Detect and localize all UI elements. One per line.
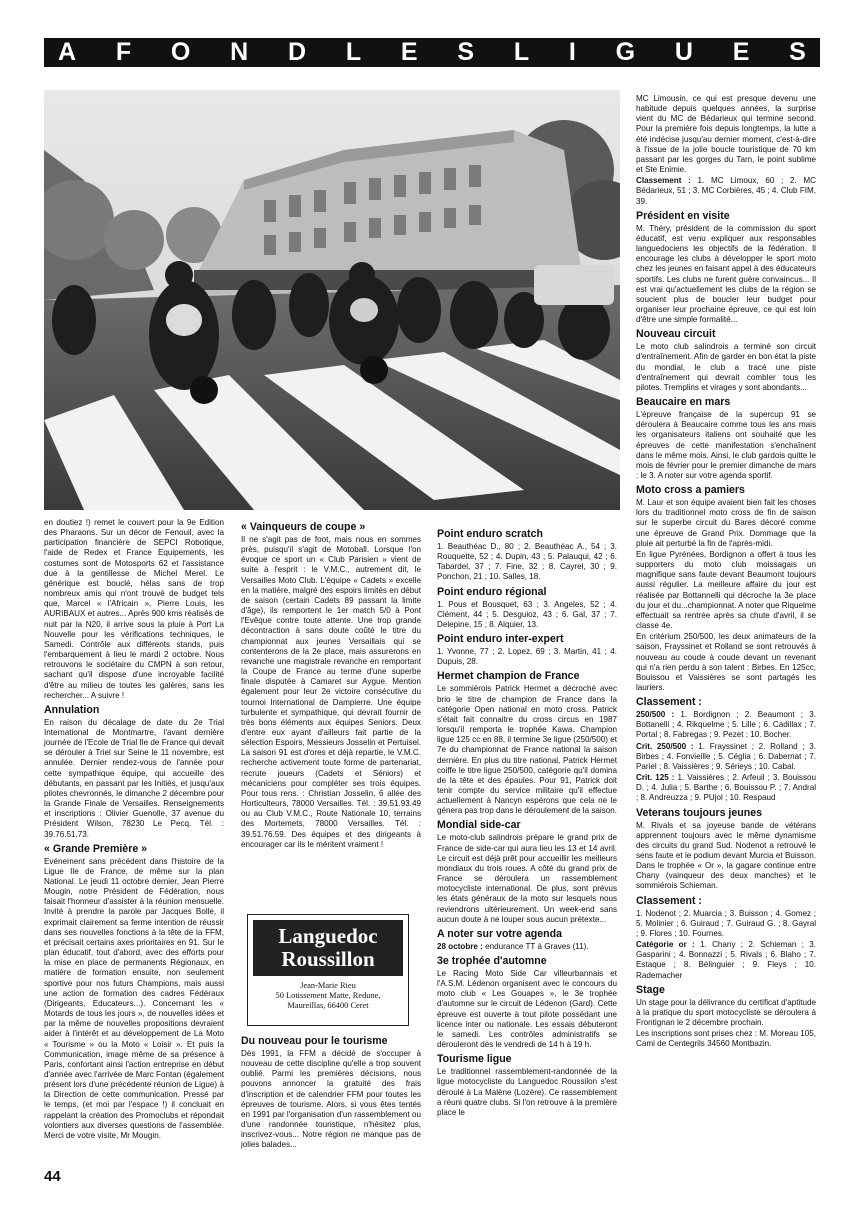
grande-premiere-paragraph: Evénement sans précédent dans l'histoire de la Ligue Ile de France, de même sur la plan National. Le jeudi 11 octobre dernier, Jean Pierre Mougin, notre Président de Fédération, nous faisait l'honneur d'assister à la réunion mensuelle. Invité à prendre la parole par Jacques Bolle, il exprimait clairement sa ferme intention de réussir dans ses nouvelles fonctions à la tête de la FFM, et précisait certains axes prioritaires en 91. Sur le plan éducatif, tout d'abord, avec des efforts pour la mise en place de permanents Régionaux, en matière de formation ensuite, non seulement sportive pour nos futurs Champions, mais aussi une action de formation des cadres Fédéraux (Dirigeants, Educateurs...). Concernant les « Motards de tous les jours », de nouvelles idées et par la même de nouvelles propositions devraient aider à l'intérêt et au développement de La Moto « Tourisme » ou la Moto « Loisir ». Et puis la Communication, image même de sa présence à Paris, confortant ainsi l'action entreprise en début d'année avec l'arrivée de Marc Fontan (également présent lors d'une précédente réunion de Ligue) à la Direction de cette communication. Pressé par le temps, (et moi par l'espace !) il concluait en rappelant la création des Promoclubs et répondait volontiers aux diverses questions de l'assemblée. Merci de votre visite, Mr Mougin.: [44, 856, 224, 1140]
classement-veterans-heading: Classement :: [636, 894, 702, 907]
banner-letter: L: [345, 38, 362, 66]
president-paragraph: M. Théry, président de la commission du sport éducatif, est venu expliquer aux responsables languedociens les objectifs de la fédération. Il encourage les clubs à développer le sport moto chez les jeunes en faisant appel à des éducateurs sportifs. Les clubs ne furent guère convaincus... Il est vrai qu'actuellement les clubs de la région se soucient plus de boucler leur budget pour organiser leur prochaine épreuve, ce qui est loin d'être une simple formalité...: [636, 223, 816, 325]
trophee-paragraph: Le Racing Moto Side Car villeurbannais et l'A.S.M. Lédenon organisent avec le concours du moto club « Les Gouapes », le 3e trophée d'automne sur le circuit de Lédenon (Gard). Cette épreuve est ouverte à tout pilote possédant une licence inter ou nationale. Les essais débuteront le samedi. Les contrôles administratifs se dérouleront dès le vendredi de 14 h à 19 h.: [437, 969, 617, 1050]
tourisme-heading: Du nouveau pour le tourisme: [241, 1035, 388, 1047]
scratch-heading: Point enduro scratch: [437, 528, 543, 540]
annulation-heading: Annulation: [44, 703, 100, 716]
circuit-heading: Nouveau circuit: [636, 328, 716, 341]
column-right: [636, 94, 816, 1051]
region-title: [253, 920, 403, 976]
classement-text: 1. MC Limoux, 60 ; 2. MC Bédarieux, 51 ; 3. MC Corbières, 45 ; 4. Club FIM, 39.: [636, 176, 816, 206]
pamiers-paragraph: M. Laur et son équipe avaient bien fait les choses lors du traditionnel moto cross de fin de saison sur le superbe circuit du Bares décoré comme une épreuve de Grand Prix. Dommage que la pluie ait perturbé la fin de l'après-midi.: [636, 498, 816, 548]
results-or-label: Catégorie or :: [636, 940, 695, 950]
sidecar-paragraph: Le moto-club salindrois prépare le grand prix de France de side-car qui aura lieu les 13 et 14 avril. Le circuit est déjà prêt pour accueillir les meilleurs mondiaux du trois roues. A côté du grand prix de France se déroulera un rassemblement motocycliste international. De plus, sont prévus les états généraux de la moto sur lesquels nous reviendrons ultérieurement. Un week-end sans aucun doute à ne louper sous aucun prétexte...: [437, 833, 617, 924]
beaucaire-heading: Beaucaire en mars: [636, 396, 731, 409]
hermet-heading: Hermet champion de France: [437, 670, 580, 683]
agenda-text: endurance TT à Graves (11).: [482, 941, 589, 951]
regional-results: 1. Pous et Bousquet, 63 ; 3. Angeles, 52 ; 4. Clément, 44 ; 5. Desguioz, 43 ; 6. Gal, 37 ; 7. Delepine, 15 ; 8. Alquier, 13.: [437, 599, 617, 629]
tourisme-ligue-paragraph: Le traditionnel rassemblement-randonnée de la ligue motocycliste du Languedoc Roussilon s'est déroulé à La Malène (Lozère). Ce rassemblement a réuni quatre clubs. Si l'on retrouve à la première place le: [437, 1067, 617, 1117]
results-crit-250-label: Crit. 250/500 :: [636, 741, 694, 751]
inter-expert-results: 1. Yvonne, 77 ; 2. Lopez, 69 ; 3. Martin, 41 ; 4. Dupuis, 28.: [437, 647, 617, 667]
banner-letter: S: [457, 38, 475, 66]
column-center-left: [241, 518, 421, 851]
results-veterans: 1. Nodenot ; 2. Muarcia ; 3. Buisson ; 4. Gomez ; 5. Molinier ; 6. Guiraud ; 7. Guiraud G. ; 8. Gayral ; 9. Flores ; 10. Fournes.: [636, 908, 816, 938]
column-center-left-bottom: [241, 1032, 421, 1152]
vainqueurs-heading: « Vainqueurs de coupe »: [241, 521, 366, 533]
results-250-text: 1. Bordignon ; 2. Beaumont ; 3. Bottanelli ; 4. Rikquelme ; 5. Lille ; 6. Cadillax ; 7. Portal ; 8. Fabregas ; 9. Pezet ; 10. Bocher.: [636, 710, 816, 740]
results-crit-125-label: Crit. 125 :: [636, 773, 675, 783]
regional-heading: Point enduro régional: [437, 585, 547, 598]
banner-letter: S: [789, 38, 806, 66]
region-address: [248, 981, 408, 1011]
tourisme-ligue-heading: Tourisme ligue: [437, 1053, 512, 1066]
stage-inscriptions: Les inscriptions sont prises chez : M. Moreau 105, Cami de Centegrils 34560 Montbazin.: [636, 1029, 816, 1049]
veterans-paragraph: M. Rivals et sa joyeuse bande de vétérans apprennent toujours avec le même dynamisme des circuits du grand Sud. Nodenot a retrouvé le sens faute et le podium devant Murcia et Buisson. Dans le trophée « Or », la gagare continue entre Chany (vainqueur des deux manches) et le sommiérois Schieman.: [636, 820, 816, 891]
pyrenees-paragraph: En ligue Pyrénées, Bordignon a offert à tous les supporters du moto club moissagais un magnifique sans faute devant Beaumont toujours aussi régulier. La meilleure affaire du jour est réalisée par Bottannelli qui décroche la 3e place du jour et du...championnat. A noter que Riquelme effectuait sa rentrée après sa chute d'avril, il se classe 4e.: [636, 549, 816, 631]
region-address-line: 50 Lotissement Matte, Redune,: [275, 991, 381, 1000]
region-city-line: Maureillas, 66400 Ceret: [287, 1001, 369, 1010]
section-banner: [44, 38, 820, 67]
grande-premiere-heading: « Grande Première »: [44, 842, 148, 855]
agenda-date: 28 octobre :: [437, 941, 483, 951]
pharaons-paragraph: en doutiez !) remet le couvert pour la 9e Edition des Pharaons. Sur un décor de Fenouil, avec la participation financière de SEPCI Robotique, l'aide de Redex et France Equipements, les costumes sont de Motosports 62 et l'assistance due à la gentillesse de Michel Merel. Le générique est bouclé, hélas sans de trop nombreux amis qui n'ont trouvé de budget tels que, Marcel « l'Africain », Pierre Louis, les AURIBAUX et autres... Après 900 kms réalisés de nuit par la N20, il arrive sous la pluie à Port La Nouvelle pour les vérifications techniques, le Samedi. Contrôle aux différents stands, puis l'embarquement à lieu le mardi 2 octobre. Nous retrouvons le sociétaire du CMPN à son retour, sachant qu'il dispose d'une incroyable facilité d'être au milieu de toutes les galères, sans les rechercher... A suivre !: [44, 518, 224, 700]
page-number: 44: [44, 1168, 61, 1185]
results-crit-125: [636, 773, 816, 803]
motorcycle-parade-photo: [44, 90, 620, 510]
banner-letter: F: [115, 38, 132, 66]
banner-letter: I: [568, 38, 576, 66]
banner-letter: E: [400, 38, 418, 66]
sidecar-heading: Mondial side-car: [437, 819, 521, 832]
limousin-paragraph: MC Limousin, ce qui est presque devenu une habitude depuis quelques années, la surprise vient du MC de Bédarieux qui termine second. Pour la première fois depuis longtemps, la lutte a été indécise jusqu'au dernier moment, c'est-à-dire à l'issue de la jolie boucle touristique de 70 km passant par les gorges du Tarn, le point sublime et Ste Enimie.: [636, 94, 816, 175]
veterans-heading: Veterans toujours jeunes: [636, 806, 762, 819]
banner-letter: G: [615, 38, 636, 66]
stage-paragraph: Un stage pour la délivrance du certificat d'aptitude à la pratique du sport motocycliste se déroulera à Frontignan le 2 décembre prochain.: [636, 997, 816, 1028]
column-center-right: [437, 525, 617, 1119]
president-heading: Président en visite: [636, 209, 730, 222]
column-left: [44, 518, 224, 1142]
results-or-text: 1. Chany ; 2. Schieman ; 3. Gasparini ; 4. Bonnazzi ; 5. Rivals ; 6. Blaho ; 7. Estaque ; 8. Bélinguier ; 9. Fleys ; 10. Rademacher: [636, 940, 816, 980]
banner-letter: E: [732, 38, 750, 66]
scratch-results: 1. Beauthéac D., 80 ; 2. Beauthéac A., 54 ; 3. Rouquette, 52 ; 4. Dupin, 43 ; 5. Palauqui, 42 ; 6. Tabardel, 37 ; 7. Fine, 32 ; 8. Cayrel, 30 ; 9. Ponchon, 21 ; 10. Salles, 18.: [437, 542, 617, 582]
limousin-classement: [636, 176, 816, 206]
banner-letter: U: [674, 38, 693, 66]
results-crit-250-text: 1. Frayssinet ; 2. Rolland ; 3. Birbes ; 4. Fonvieille ; 5. Céglia ; 6. Dabernat ; 7. Pariel ; 8. Vaissières ; 9. Sérieys ; 10. Cabal.: [636, 741, 816, 771]
tourisme-paragraph: Dès 1991, la FFM a décidé de s'occuper à nouveau de cette discipline qu'elle a trop souvent oublié. Parmi les premières décisions, nous pouvons annoncer la gratuité des frais d'inscription et de calendrier FFM pour toutes les épreuves de tourisme. Alors, si vous êtes tentés en 1991 par l'organisation d'un rassemblement ou d'une randonnée touristique, n'hésitez plus, inscrivez-vous... Notre région ne manque pas de jolies balades...: [241, 1049, 421, 1150]
results-crit-250: [636, 742, 816, 772]
stage-heading: Stage: [636, 983, 665, 996]
results-250: [636, 710, 816, 740]
region-boxout: [247, 914, 409, 1026]
region-title-line2: Roussillon: [281, 947, 375, 971]
circuit-paragraph: Le moto club salindrois a terminé son circuit d'entraînement. Afin de garder en bon état la piste du mondial, le club a tracé une piste d'entraînement qui devrait combler tous les pilotes. Tremplins et virages y sont abondants...: [636, 342, 816, 392]
banner-letter: O: [170, 38, 191, 66]
hermet-paragraph: Le sommiérois Patrick Hermet a décroché avec brio le titre de champion de France dans la catégorie Open national en moto cross. Patrick s'était fait connaitre du cross circus en 1987 lorsqu'il remporta le trophée Kawa. Champion ligue 125 cc en 88, il termine 3e ligue (250/500) et 7e du championnat de France national la saison dernière. En plus du titre national, Patrick Hermet coiffe le titre ligue 250/500, catégorie qu'il domina de la tête et des épaules. Pour 91, Patrick doit tenir compte du service militaire qu'il effectue actuellement à Nancyn espérons que cela ne le génera pas trop dans le déroulement de la saison.: [437, 684, 617, 816]
results-250-label: 250/500 :: [636, 710, 675, 720]
results-crit-125-text: 1. Vaissières ; 2. Arfeuil ; 3. Bouissou D. ; 4. Julia ; 5. Barthe ; 6. Bouissou P. ; 7. Andral ; 8. Andreuzza ; 9. PUjol ; 10. Respaud: [636, 773, 816, 803]
criterium-paragraph: En critérium 250/500, les deux animateurs de la saison, Frayssinet et Rolland se sont retrouvés à nouveau au coude à coude devant un revenant qui n'a rien perdu à son talent : Birbes. En 125cc, Bouissou et Vaissières se sont partagés les lauriers.: [636, 632, 816, 692]
banner-letter: A: [58, 38, 77, 66]
results-or: [636, 940, 816, 981]
banner-letter: N: [230, 38, 249, 66]
pamiers-heading: Moto cross a pamiers: [636, 484, 745, 497]
agenda-paragraph: [437, 942, 617, 952]
region-contact-name: Jean-Marie Rieu: [300, 981, 356, 990]
classement-heading: Classement :: [636, 696, 702, 709]
classement-label: Classement :: [636, 176, 691, 186]
beaucaire-paragraph: L'épreuve française de la supercup 91 se déroulera à Beaucaire comme tous les ans mais les organisateurs italiens ont souhaité que les épreuves de cette manifestation s'enchaînent dans le même mois. Ainsi, le club gardois quitte le mois de février pour le premier dimanche de mars : le 3. A noter sur votre agenda sportif.: [636, 410, 816, 480]
banner-letter: L: [513, 38, 530, 66]
agenda-heading: A noter sur votre agenda: [437, 927, 562, 940]
trophee-heading: 3e trophée d'automne: [437, 955, 547, 967]
annulation-paragraph: En raison du décalage de date du 2e Trial International de Montmartre, l'avant dernière journée de l'Ecole de Trial Ile de France qui devait se dérouler à Triel sur Seine le 11 novembre, est annulée. Dernier rendez-vous de l'année pour cette sympathique équipe, qui accueille des débutants, en passant par les Initiés, et jusqu'aux pilotes chevronnés, le dimanche 2 décembre pour la Grande Finale de Versailles. Renseignements et inscriptions : Olivier Guenolle, 37 avenue du Président Wilson, 78230 Le Pecq. Tél. : 39.76.51.73.: [44, 717, 224, 839]
banner-letter: D: [287, 38, 307, 66]
region-title-line1: Languedoc: [278, 924, 378, 948]
vainqueurs-paragraph: Il ne s'agit pas de foot, mais nous en sommes près, puisqu'il s'agit de Motoball. Lorsque l'on évoque ce sport un « Club Parisien » vient de suite à l'esprit : le V.M.C., autrement dit, le Versailles Moto Club. L'équipe « Cadets » excelle en la matière, malgré des espoirs limités en début de saison (certain Cadets 89 passant la limite d'âge), ils remportent le 1er match 5/0 à Pont l'Evêque contre toute attente. Une trop grande décontraction à sans doute coûté le titre du championnat aux jeunes Versaillais qui se contenterons de la 2e place, mais assurerons en revanche une magistrale revanche en remportant la Coupe de France au terme d'une superbe finale disputée à Camaret sur Aygue. Mention également pour leur 2e victoire consécutive du tournoi International de Dampierre. Une équipe turbulente et sympathique, qui devrait fournir de très bons éléments aux équipes Seniors. Deux d'entre eux ayant d'ailleurs fait partie de la sélection Espoirs, Messieurs Josselin et Pertuisel. La saison 91 est d'ores et déjà repartie, le V.M.C. recherche activement toute forme de partenariat, recrute joueurs (Cadets et Séniors) et mécaniciens pour compléter ses trois équipes. Pour tous rens. : Christian Josselin, 6 allée des Horticulteurs, 78000 Versailles. Tél. : 39.51.93.49 ou au Club V.M.C., Route Nationale 10, terrains des Mortemets, 78000 Versailles. Tél. : 39.51.76.59. Des équipes et des dirigeants à encourager car ils le méritent vraiment !: [241, 535, 421, 849]
inter-expert-heading: Point enduro inter-expert: [437, 633, 564, 646]
